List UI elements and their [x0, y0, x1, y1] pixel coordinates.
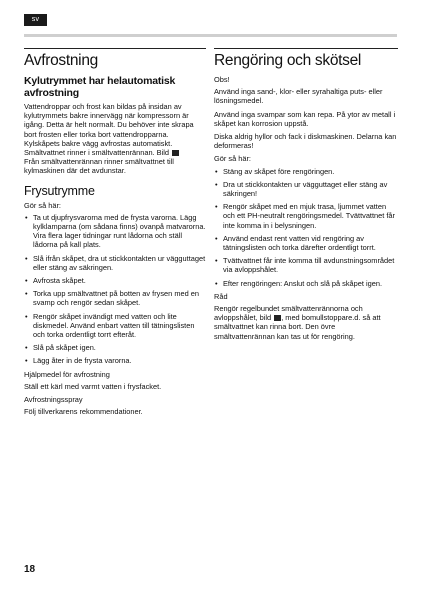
language-tab: sv [24, 14, 47, 26]
left-column [24, 48, 206, 420]
tip-text [214, 304, 398, 341]
caution-text-2: Använd inga svampar som kan repa. På ytor av metall i skåpet kan korrosion uppstå. [214, 109, 396, 128]
caution-text-1: Använd inga sand-, klor- eller syrahaltiga puts- eller lösningsmedel. [214, 87, 383, 106]
list-item: • Torka upp smältvattnet på botten av frysen med en svamp och rengör sedan skåpet. [24, 289, 206, 307]
list-item: • Rengör skåpet invändigt med vatten och lite diskmedel. Använd enbart vatten till tätningslisten och torka ordentligt torrt efteråt. [24, 312, 206, 340]
cleaning-instructions-label: Gör så här: [214, 154, 251, 164]
list-item: • Slå ifrån skåpet, dra ut stickkontakten ur vägguttaget eller stäng av säkringen. [24, 254, 206, 272]
header-rule [24, 34, 397, 37]
cleaning-title: Rengöring och skötsel [214, 52, 362, 69]
fridge-defrost-heading: Kylutrymmet har helautomatisk avfrostning [24, 75, 176, 99]
freezer-steps-list [24, 213, 206, 366]
freezer-heading: Frysutrymme [24, 183, 95, 198]
tip-text-b: , med bomullstoppare.d. så att smältvattnet kan rinna bort. Den övre smältvattenrännan kan tas ut för rengöring. [214, 313, 381, 341]
defrost-aids-text: Ställ ett kärl med varmt vatten i frysfacket. [24, 381, 162, 391]
cleaning-steps-list [214, 167, 398, 288]
freezer-instructions-label: Gör så här: [24, 200, 61, 210]
defrosting-title: Avfrostning [24, 52, 98, 69]
list-item: • Efter rengöringen: Anslut och slå på skåpet igen. [214, 279, 398, 288]
list-item: • Rengör skåpet med en mjuk trasa, ljummet vatten och ett PH-neutralt rengöringsmedel. Tvättvattnet får inte komma in i belysningen. [214, 202, 398, 230]
list-item: • Ta ut djupfrysvarorna med de frysta varorna. Lägg kylklamparna (om sådana finns) ovanpå matvarorna. Vira flera lager tidningar runt lådorna och ställ lådorna på kall plats. [24, 213, 206, 250]
left-column-rule [24, 48, 206, 49]
page-number: 18 [24, 564, 36, 575]
tip-label: Råd [214, 291, 228, 301]
list-item: • Avfrosta skåpet. [24, 276, 206, 285]
defrost-spray-text: Följ tillverkarens rekommendationer. [24, 407, 143, 417]
right-column [214, 48, 398, 345]
caution-text-3: Diska aldrig hyllor och fack i diskmaskinen. Delarna kan deformeras! [214, 132, 397, 151]
caution-label: Obs! [214, 75, 230, 84]
defrost-spray-label: Avfrostningsspray [24, 395, 83, 405]
tip-text-a: Rengör regelbundet smältvattenrännorna och avloppshålet, bild [214, 304, 363, 323]
list-item: • Stäng av skåpet före rengöringen. [214, 167, 398, 176]
figure-reference-icon [172, 150, 179, 156]
list-item: • Dra ut stickkontakten ur vägguttaget eller stäng av säkringen! [214, 180, 398, 198]
right-column-rule [214, 48, 398, 49]
fridge-defrost-text-a: Vattendroppar och frost kan bildas på insidan av kylutrymmets bakre innervägg när kompressorn är igång. Detta är helt normalt. Du behöver inte skrapa bort frosten eller torka bort vattendropparna. Kylskåpets bakre vägg avfrostas automatiskt. Smältvattnet rinner i smältvattenrännan. Bild [24, 102, 194, 158]
list-item: • Använd endast rent vatten vid rengöring av tätningslisten och torka därefter ordentligt torrt. [214, 234, 398, 252]
fridge-defrost-text-b: Från smältvattenrännan rinner smältvattnet till kylmaskinen där det avdunstar. [24, 157, 174, 176]
fridge-defrost-text [24, 102, 206, 176]
defrost-aids-label: Hjälpmedel för avfrostning [24, 369, 110, 379]
list-item: • Tvättvattnet får inte komma till avdunstningsområdet via avloppshålet. [214, 256, 398, 274]
list-item: • Slå på skåpet igen. [24, 343, 206, 352]
list-item: • Lägg åter in de frysta varorna. [24, 356, 206, 365]
